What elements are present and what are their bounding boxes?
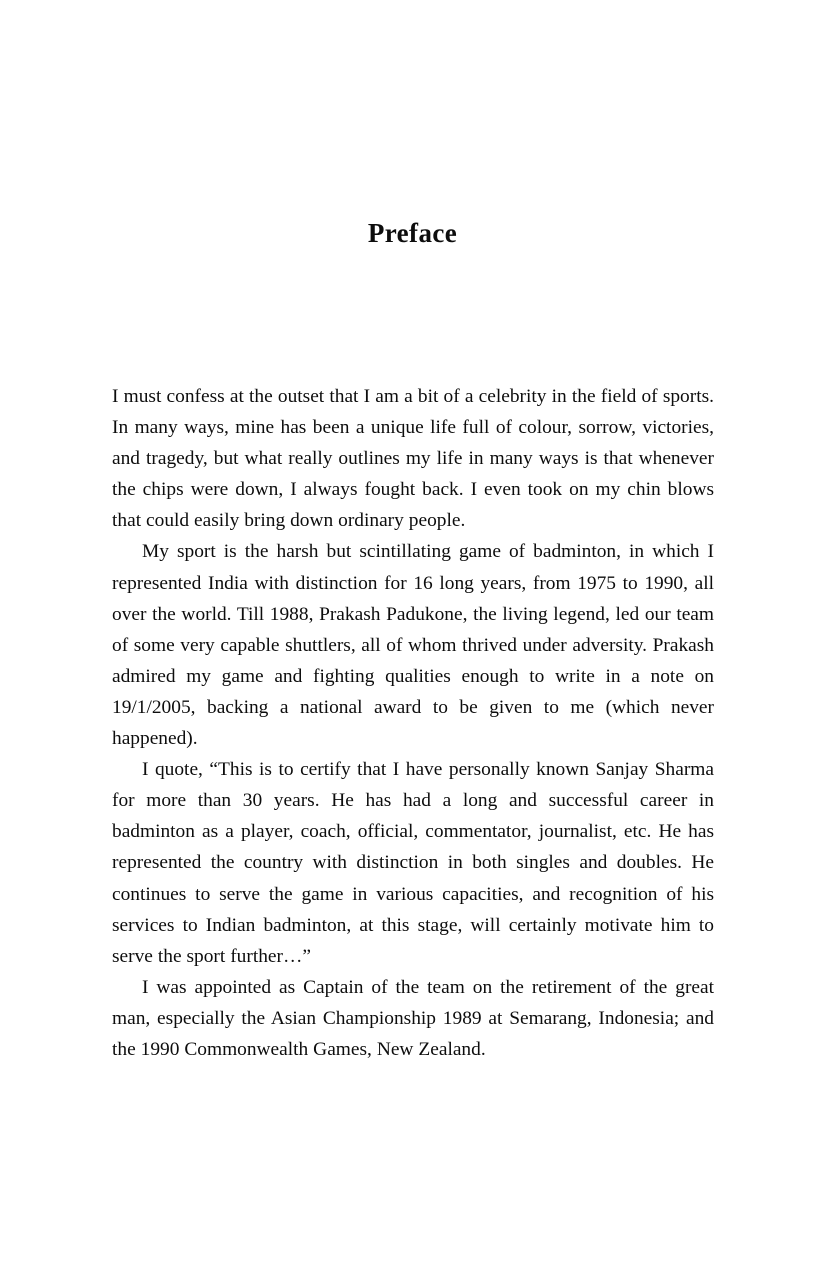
paragraph-3: I quote, “This is to certify that I have personally known Sanjay Sharma for more than 30 years. He has had a long and successful career in badminton as a player, coach, official, commentator, journalist, etc. He has represented the country with distinction in both singles and doubles. He continues to serve the game in various capacities, and recognition of his services to Indian badminton, at this stage, will certainly motivate him to serve the sport further…” [112, 759, 714, 967]
paragraph-1: I must confess at the outset that I am a bit of a celebrity in the field of sports. In many ways, mine has been a unique life full of colour, sorrow, victories, and tragedy, but what really outlines my life in many ways is that whenever the chips were down, I always fought back. I even took on my chin blows that could easily bring down ordinary people. [112, 386, 714, 532]
paragraph-2: My sport is the harsh but scintillating game of badminton, in which I represented India with distinction for 16 long years, from 1975 to 1990, all over the world. Till 1988, Prakash Padukone, the living legend, led our team of some very capable shuttlers, all of whom thrived under adversity. Prakash admired my game and fighting qualities enough to write in a note on 19/1/2005, backing a national award to be given to me (which never happened). [112, 541, 714, 750]
page-title: Preface [367, 218, 458, 249]
paragraph-4: I was appointed as Captain of the team on the retirement of the great man, especially the Asian Championship 1989 at Semarang, Indonesia; and the 1990 Commonwealth Games, New Zealand. [112, 976, 714, 1060]
body-text-block [112, 381, 714, 1065]
